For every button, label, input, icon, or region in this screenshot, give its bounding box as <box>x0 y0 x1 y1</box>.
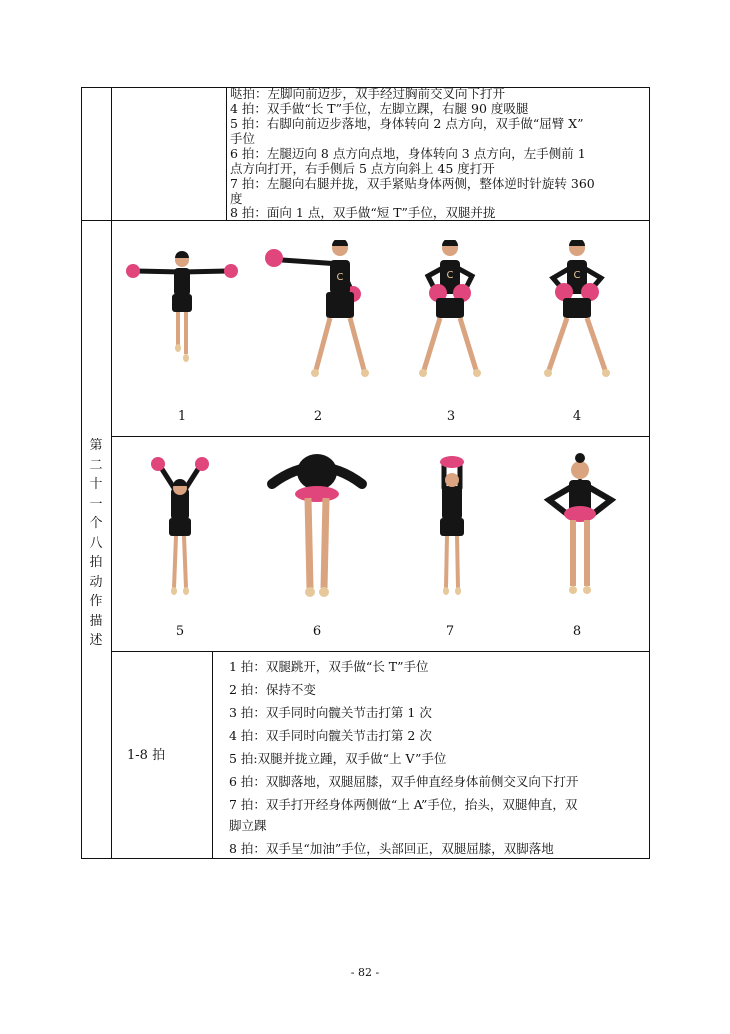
section-label-char: 一 <box>89 496 103 512</box>
bottom-step-line: 4 拍：双手同时向髋关节击打第 2 次 <box>229 728 432 743</box>
top-step-line: 手位 <box>230 131 256 146</box>
section-label-char: 述 <box>89 633 103 648</box>
top-step-line: 度 <box>230 191 243 206</box>
figure-number: 3 <box>446 409 456 424</box>
bottom-step-line: 脚立踝 <box>229 818 267 833</box>
section-label <box>83 436 109 651</box>
bottom-step-line: 3 拍：双手同时向髋关节击打第 1 次 <box>229 705 432 720</box>
cheer-figure-7 <box>412 452 492 598</box>
bottom-step-line: 5 拍:双腿并拢立踵，双手做“上 V”手位 <box>229 751 447 766</box>
table-border-right <box>649 87 650 859</box>
figure-number: 8 <box>572 624 582 639</box>
top-step-line: 5 拍：右脚向前迈步落地，身体转向 2 点方向，双手做“屈臂 X” <box>230 116 584 131</box>
top-step-line: 哒拍：左脚向前迈步，双手经过胸前交叉向下打开 <box>230 86 506 101</box>
top-step-line: 点方向打开，右手侧后 5 点方向斜上 45 度打开 <box>230 161 495 176</box>
figure-number: 7 <box>445 624 455 639</box>
top-step-line: 7 拍：左腿向右腿并拢，双手紧贴身体两侧，整体逆时针旋转 360 <box>230 176 595 191</box>
figure-number: 1 <box>177 409 187 424</box>
top-step-line: 8 拍：面向 1 点，双手做“短 T”手位，双腿并拢 <box>230 205 496 220</box>
figure-number: 5 <box>175 624 185 639</box>
section-label-char: 个 <box>89 516 103 531</box>
svg-text:C: C <box>336 272 344 283</box>
section-label-char: 十 <box>89 477 103 492</box>
bottom-step-line: 7 拍：双手打开经身体两侧做“上 A”手位，抬头，双腿伸直，双 <box>229 797 578 812</box>
cheer-figure-3 <box>390 240 510 380</box>
section-label-char: 描 <box>89 613 103 629</box>
table-border-bottom <box>81 858 650 859</box>
table-divider-bottom-col2 <box>212 651 213 859</box>
cheer-figure-4 <box>517 240 637 380</box>
table-row-divider-3 <box>111 651 650 652</box>
cheer-figure-6 <box>262 450 372 600</box>
cheer-figure-1 <box>122 250 242 370</box>
table-row-divider-2 <box>111 436 650 437</box>
svg-text:C: C <box>573 270 581 281</box>
top-step-line: 4 拍：双手做“长 T”手位，左脚立踝，右腿 90 度吸腿 <box>230 101 529 116</box>
table-border-left <box>81 87 82 859</box>
section-label-char: 二 <box>89 457 103 473</box>
cheer-figure-5 <box>140 454 220 598</box>
svg-text:C: C <box>446 270 454 281</box>
section-label-char: 拍 <box>89 555 103 570</box>
cheer-figure-2 <box>260 240 380 380</box>
section-label-char: 八 <box>89 535 103 551</box>
bottom-step-line: 8 拍：双手呈“加油”手位，头部回正，双腿屈膝，双脚落地 <box>229 841 554 856</box>
cheer-figure-8 <box>535 452 625 598</box>
bottom-step-line: 2 拍：保持不变 <box>229 682 316 697</box>
beat-range-label: 1-8 拍 <box>127 748 166 763</box>
top-step-line: 6 拍：左腿迈向 8 点方向点地，身体转向 3 点方向，左手侧前 1 <box>230 146 586 161</box>
table-divider-top-col2 <box>226 87 227 220</box>
table-divider-col1 <box>111 87 112 859</box>
figure-number: 6 <box>312 624 322 639</box>
figure-number: 4 <box>572 409 582 424</box>
figure-number: 2 <box>313 409 323 424</box>
bottom-step-line: 6 拍：双脚落地，双腿屈膝，双手伸直经身体前侧交叉向下打开 <box>229 774 579 789</box>
bottom-step-line: 1 拍：双腿跳开，双手做“长 T”手位 <box>229 659 429 674</box>
section-label-char: 第 <box>89 438 103 453</box>
section-label-char: 动 <box>89 574 103 590</box>
page-number: - 82 - <box>350 966 380 979</box>
section-label-char: 作 <box>89 594 103 609</box>
